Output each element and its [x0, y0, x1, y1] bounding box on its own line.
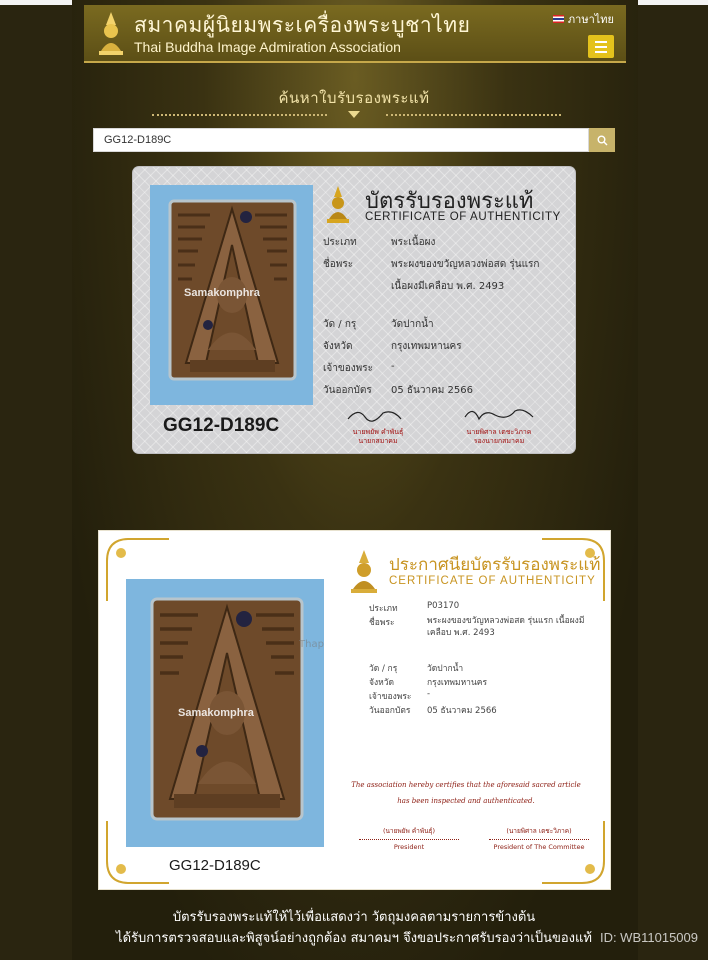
signer-role-2: President of The Committee [493, 843, 585, 851]
field-label-province: จังหวัด [323, 341, 353, 352]
site-header [84, 5, 626, 63]
photo-watermark: Samakomphra [178, 707, 254, 719]
field-label-province: จังหวัด [369, 678, 395, 688]
field-value-type: พระเนื้อผง [391, 237, 436, 248]
association-emblem-icon [348, 549, 380, 595]
certification-statement-en-2: has been inspected and authenticated. [397, 797, 535, 805]
field-label-name: ชื่อพระ [369, 618, 395, 628]
field-value-province: กรุงเทพมหานคร [391, 341, 462, 352]
search-icon [597, 135, 608, 146]
field-value-name: พระผงของขวัญหลวงพ่อสด รุ่นแรก เนื้อผงมีเคลือบ พ.ศ. 2493 [427, 616, 585, 638]
title-divider-left [152, 114, 327, 116]
signer-name-2: นายพิศาล เตชะวิภาค [466, 428, 532, 436]
certification-statement-en-1: The association hereby certifies that the aforesaid sacred article [351, 781, 581, 789]
field-label-issue-date: วันออกบัตร [323, 385, 372, 396]
field-value-type: P03170 [427, 601, 460, 611]
association-name-thai: สมาคมผู้นิยมพระเครื่องพระบูชาไทย [134, 13, 471, 37]
signature-block-2 [479, 827, 599, 852]
signer-role-2: รองนายกสมาคม [473, 437, 525, 445]
field-value-issue-date: 05 ธันวาคม 2566 [427, 706, 497, 716]
footer-text-line-2: ได้รับการตรวจสอบและพิสูจน์อย่างถูกต้อง สมาคมฯ จึงขอประกาศรับรองว่าเป็นของแท้ [116, 931, 592, 946]
field-label-temple: วัด / กรุ [369, 664, 398, 674]
photo-watermark: Samakomphra [184, 287, 260, 299]
certificate-title-thai: ประกาศนียบัตรรับรองพระแท้ [389, 555, 601, 575]
certificate-document [98, 530, 611, 890]
field-value-temple: วัดปากน้ำ [391, 319, 434, 330]
reference-id: ID: WB11015009 [599, 930, 698, 945]
association-emblem-icon [325, 185, 351, 225]
certificate-title-english: CERTIFICATE OF AUTHENTICITY [389, 575, 596, 587]
signer-role-1: President [393, 843, 425, 851]
field-value-name: พระผงของขวัญหลวงพ่อสด รุ่นแรก [391, 259, 540, 270]
field-value-owner: - [427, 689, 431, 699]
search-button[interactable] [589, 128, 615, 152]
field-label-owner: เจ้าของพระ [323, 363, 373, 374]
field-label-type: ประเภท [323, 237, 357, 248]
signer-name-1: (นายพยัพ คำพันธุ์) [382, 827, 436, 835]
signer-role-1: นายกสมาคม [358, 437, 398, 445]
footer-text-line-1: บัตรรับรองพระแท้ให้ไว้เพื่อแสดงว่า วัตถุมงคลตามรายการข้างต้น [172, 910, 536, 925]
field-value-name-line2: เนื้อผงมีเคลือบ พ.ศ. 2493 [391, 281, 505, 292]
certificate-title-thai: บัตรรับรองพระแท้ [365, 189, 534, 214]
certificate-code: GG12-D189C [169, 857, 261, 874]
field-value-province: กรุงเทพมหานคร [427, 678, 488, 688]
menu-icon [595, 41, 607, 43]
language-switcher[interactable] [553, 10, 614, 28]
language-label: ภาษาไทย [567, 13, 614, 26]
signature-icon [343, 405, 413, 425]
field-label-issue-date: วันออกบัตร [369, 706, 411, 716]
search-section-title: ค้นหาใบรับรองพระแท้ [278, 89, 430, 107]
thai-flag-icon [553, 15, 564, 23]
hamburger-menu-button[interactable] [588, 35, 614, 58]
association-name-english: Thai Buddha Image Admiration Association [134, 39, 401, 55]
signature-block-2 [461, 405, 537, 446]
field-label-owner: เจ้าของพระ [369, 692, 412, 702]
certificate-code: GG12-D189C [163, 415, 280, 436]
title-divider-right [386, 114, 561, 116]
signer-name-2: (นายพิศาล เตชะวิภาค) [506, 827, 572, 835]
field-value-temple: วัดปากน้ำ [427, 664, 464, 674]
field-value-issue-date: 05 ธันวาคม 2566 [391, 385, 473, 396]
signature-block-1 [343, 405, 413, 446]
signature-block-1 [349, 827, 469, 852]
chevron-down-icon [348, 111, 360, 118]
certificate-search-input[interactable] [93, 128, 589, 152]
field-label-type: ประเภท [369, 604, 398, 614]
signature-icon [461, 405, 537, 425]
association-logo-icon [96, 11, 126, 57]
field-label-name: ชื่อพระ [323, 259, 354, 270]
field-label-temple: วัด / กรุ [323, 319, 357, 330]
amulet-photo [126, 579, 324, 847]
overlay-watermark: Thap [299, 639, 324, 650]
certificate-title-english: CERTIFICATE OF AUTHENTICITY [365, 211, 561, 223]
amulet-photo [150, 185, 313, 405]
field-value-owner: - [391, 361, 395, 372]
certificate-card [133, 167, 575, 453]
signer-name-1: นายพยัพ คำพันธุ์ [352, 428, 404, 436]
